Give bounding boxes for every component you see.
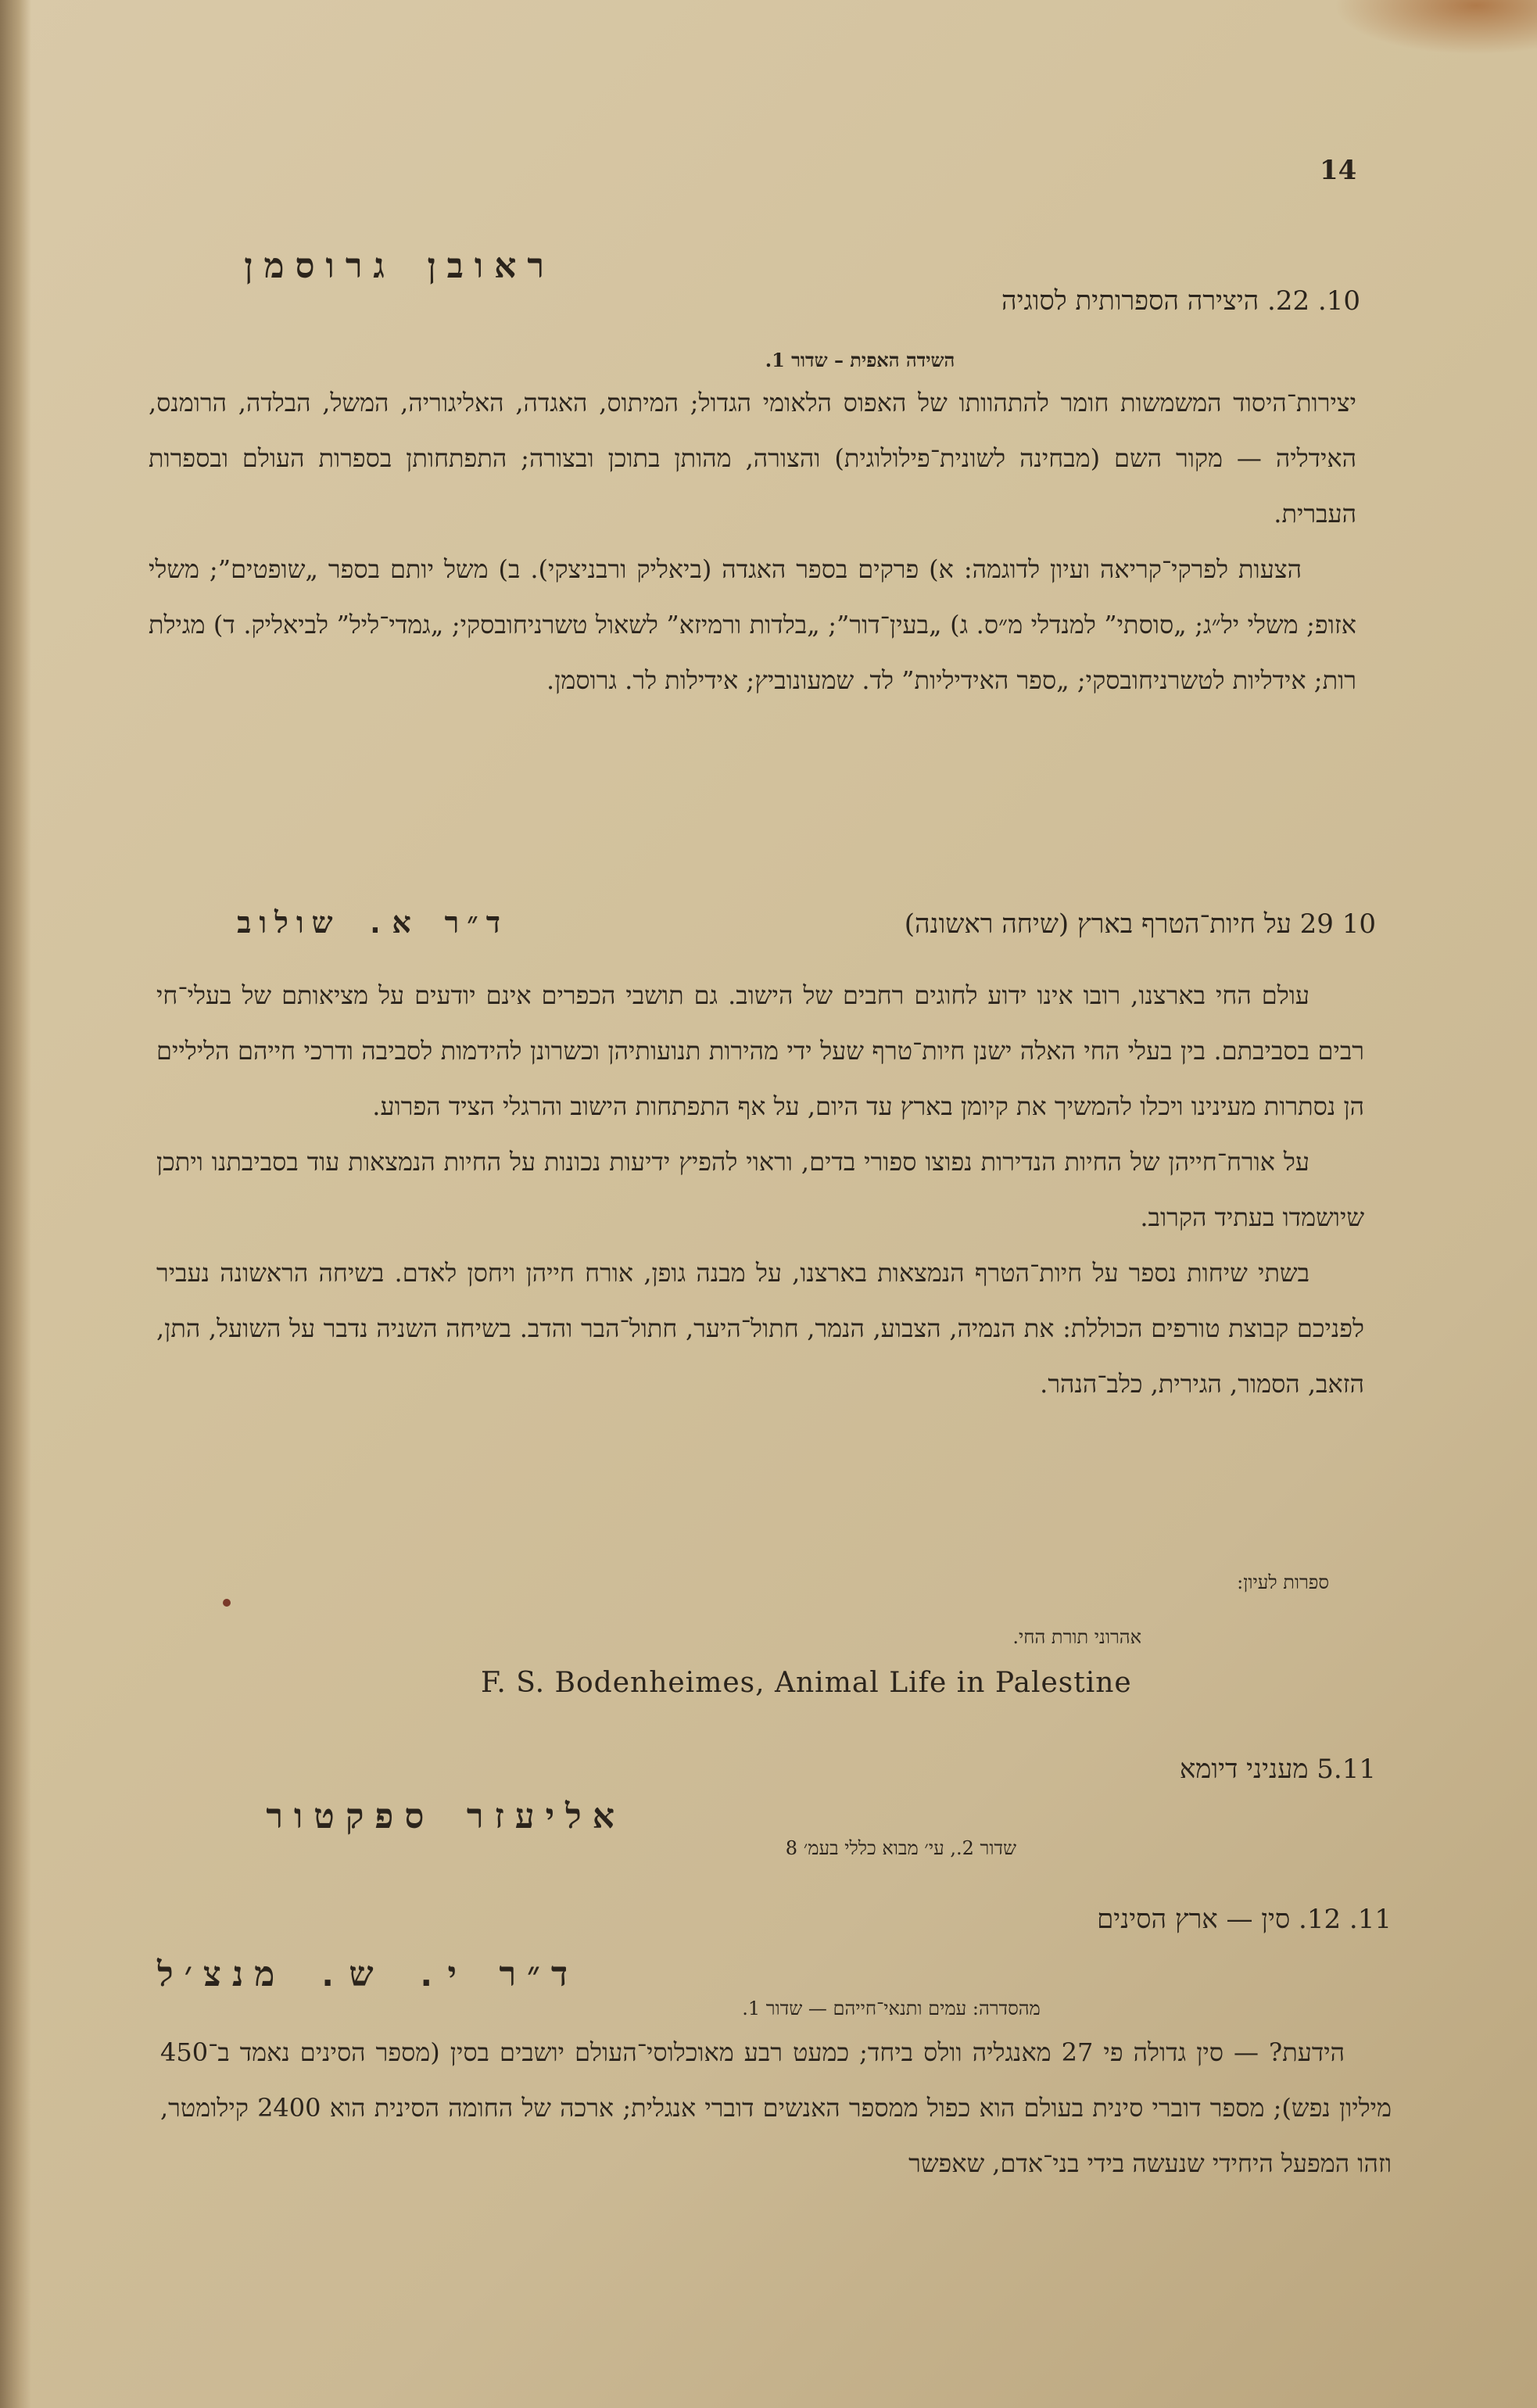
paragraph: עולם החי בארצנו, רובו אינו ידוע לחוגים רחבים של הישוב. גם תושבי הכפרים אינם יודעים על מציאותם של בעלי־חי רבים בסביבתם. בין בעלי החי האלה ישנן חיות־טרף שעל ידי מהירות תנועותיהן וכשרונן להידמות לסביבה ודרכי חייהם הליליים הן נסתרות מעינינו ויכלו להמשיך את קיומן בארץ עד היום, על אף התפתחות הישוב והרגלי הציד הפרוע.	[156, 980, 1364, 1121]
series-label: שדור 2., עי׳ מבוא כללי בעמ׳ 8	[785, 1837, 1016, 1859]
lecturer-name: ראובן גרוסמן	[244, 246, 555, 286]
paragraph: יצירות־היסוד המשמשות חומר להתהוותו של האפוס הלאומי הגדול; המיתוס, האגדה, האליגוריה, המשל, הבלדה, הרומנס, האידליה — מקור השם (מבחינה לשונית־פילולוגית) והצורה, מהותן בתוכן ובצורה; התפתחותן בספרות העולם ובספרות העברית.	[149, 388, 1356, 529]
paper-stain	[1334, 0, 1537, 55]
entry-body	[149, 375, 1356, 708]
entry-body	[156, 968, 1364, 1412]
lecturer-name: אליעזר ספקטור	[266, 1797, 625, 1836]
paragraph: על אורח־חייהן של החיות הנדירות נפוצו ספורי בדים, וראוי להפיץ ידיעות נכונות על החיות הנמצאות עוד בסביבתנו ויתכן שיושמדו בעתיד הקרוב.	[156, 1147, 1364, 1232]
entry-header: 11. 12. סין — ארץ הסינים	[1097, 1904, 1392, 1935]
page-shadow	[0, 0, 31, 2408]
paragraph: בשתי שיחות נספר על חיות־הטרף הנמצאות בארצנו, על מבנה גופן, אורח חייהן ויחסן לאדם. בשיחה הראשונה נעביר לפניכם קבוצת טורפים הכוללת: את הנמיה, הצבוע, הנמר, חתול־היער, חתול־הבר והדב. בשיחה השניה נדבר על השועל, התן, הזאב, הסמור, הגירית, כלב־הנהר.	[156, 1258, 1364, 1399]
entry-header: 5.11 מעניני דיומא	[1179, 1754, 1376, 1785]
paragraph: הידעת? — סין גדולה פי 27 מאנגליה וולס ביחד; כמעט רבע מאוכלוסי־העולם יושבים בסין (מספר הסינים נאמד ב־450 מיליון נפש); מספר דוברי סינית בעולם הוא כפול ממספר האנשים דוברי אנגלית; ארכה של החומה הסינית הוא 2400 קילומטר, וזהו המפעל היחידי שנעשה בידי בני־אדם, שאפשר	[160, 2037, 1392, 2178]
paragraph: הצעות לפרקי־קריאה ועיון לדוגמה: א) פרקים בספר האגדה (ביאליק ורבניצקי). ב) משל יותם בספר „שופטים”; משלי אזופ; משלי יל״ג; „סוסתי” למנדלי מ״ס. ג) „בעין־דור”; „בלדות ורמיזא” לשאול טשרניחובסקי; „גמדי־ליל” לביאליק. ד) מגילת רות; אידליות לטשרניחובסקי; „ספר האידיליות” לד. שמעונוביץ; אידילות לר. גרוסמן.	[149, 554, 1357, 695]
lecturer-name: ד״ר א. שולוב	[237, 905, 508, 940]
literature-english: F. S. Bodenheimes, Animal Life in Palestine	[481, 1667, 1132, 1699]
literature-hebrew: אהרוני תורת החי.	[1012, 1626, 1141, 1648]
ink-spot	[223, 1599, 231, 1607]
series-label: מהסדרה: עמים ותנאי־חייהם — שדור 1.	[742, 1998, 1041, 2019]
entry-body	[160, 2025, 1392, 2191]
literature-label: ספרות לעיון:	[1237, 1571, 1329, 1593]
lecturer-name: ד״ר י. ש. מנצ׳ל	[157, 1955, 579, 1994]
entry-header: 10. 22. היצירה הספרותית לסוגיה	[1001, 285, 1360, 317]
entry-header: 10 29 על חיות־הטרף בארץ (שיחה ראשונה)	[904, 908, 1376, 940]
page-number: 14	[1320, 155, 1357, 186]
series-label: השידה האפית – שדור 1.	[765, 349, 955, 371]
